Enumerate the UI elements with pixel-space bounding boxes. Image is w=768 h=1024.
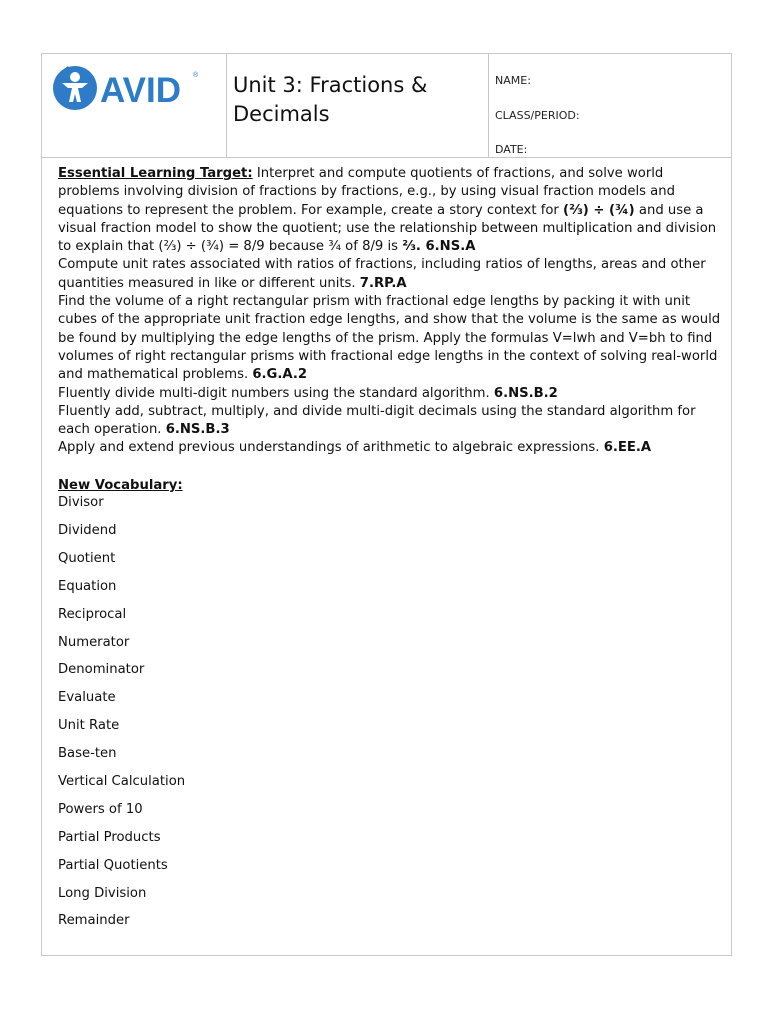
vocab-list <box>58 495 728 941</box>
elt-text: and use a visual fraction model to show the quotient; use the relationship between multiplication and division to explain that (⅔) ÷ (¾) = 8/9 because ¾ of 8/9 is <box>58 202 717 255</box>
vocab-item: Numerator <box>58 634 130 650</box>
standard-code: 6.NS.B.2 <box>493 385 558 401</box>
logo-cell <box>42 54 227 157</box>
vocab-item: Divisor <box>58 495 104 511</box>
elt-paragraph-2 <box>58 256 728 293</box>
elt-text: Find the volume of a right rectangular prism with fractional edge lengths by packing it with unit cubes of the appropriate unit fraction edge lengths, and show that the volume is the same as would be found by multiplying the edge lengths of the prism. Apply the formulas V=lwh and V=bh to find volumes of right rectangular prisms with fractional edge lengths in the context of solving real-world and mathematical problems. <box>58 294 721 383</box>
standard-code: 6.G.A.2 <box>252 367 307 383</box>
vocab-item: Vertical Calculation <box>58 773 186 789</box>
name-field-label: NAME: <box>495 74 531 87</box>
vocab-item: Base-ten <box>58 746 117 762</box>
elt-text: Apply and extend previous understandings of arithmetic to algebraic expressions. <box>58 440 604 456</box>
vocab-item: Equation <box>58 578 117 594</box>
elt-paragraph-1 <box>58 165 728 256</box>
vocab-item: Reciprocal <box>58 606 127 622</box>
student-fields <box>489 54 731 157</box>
vocab-item: Evaluate <box>58 690 116 706</box>
elt-paragraph-6 <box>58 439 728 457</box>
vocab-item: Partial Products <box>58 829 161 845</box>
elt-result: ⅔ <box>402 239 416 255</box>
title-cell <box>227 54 489 157</box>
worksheet-body <box>58 165 728 941</box>
registered-mark: ® <box>193 72 199 79</box>
elt-text: Fluently divide multi-digit numbers using the standard algorithm. <box>58 385 494 401</box>
vocab-item: Denominator <box>58 662 145 678</box>
elt-expression: (⅔) ÷ (¾) <box>563 202 635 218</box>
vocab-heading-row <box>58 477 728 495</box>
class-period-field-label: CLASS/PERIOD: <box>495 109 580 122</box>
vocab-item: Unit Rate <box>58 718 120 734</box>
vocab-item: Long Division <box>58 885 147 901</box>
avid-figure-icon <box>53 66 97 110</box>
elt-paragraph-4 <box>58 385 728 403</box>
standard-code: 7.RP.A <box>359 275 407 291</box>
avid-logo <box>51 64 201 112</box>
standard-code: . 6.NS.A <box>415 239 476 255</box>
worksheet-frame <box>41 53 732 956</box>
unit-title: Unit 3: Fractions & Decimals <box>233 73 428 126</box>
vocab-item: Powers of 10 <box>58 801 143 817</box>
vocab-heading: New Vocabulary: <box>58 477 183 493</box>
vocab-item: Quotient <box>58 550 116 566</box>
elt-text: Compute unit rates associated with ratios of fractions, including ratios of lengths, areas and other quantities measured in like or different units. <box>58 257 706 291</box>
standard-code: 6.NS.B.3 <box>165 422 230 438</box>
avid-logo-text: AVID <box>100 71 182 110</box>
vocab-item: Partial Quotients <box>58 857 168 873</box>
vocab-item: Remainder <box>58 913 130 929</box>
elt-text: Interpret and compute quotients of fractions, and solve world problems involving division of fractions by fractions, e.g., by using visual fraction models and equations to represent the problem. For example, create a story context for <box>58 166 675 218</box>
date-field-label: DATE: <box>495 143 528 156</box>
vocab-item: Dividend <box>58 522 117 538</box>
elt-text: Fluently add, subtract, multiply, and divide multi-digit decimals using the standard algorithm for each operation. <box>58 403 696 438</box>
elt-paragraph-5 <box>58 403 728 440</box>
standard-code: 6.EE.A <box>603 440 652 456</box>
worksheet-header <box>42 54 731 158</box>
elt-paragraph-3 <box>58 293 728 384</box>
elt-heading: Essential Learning Target: <box>58 166 253 181</box>
